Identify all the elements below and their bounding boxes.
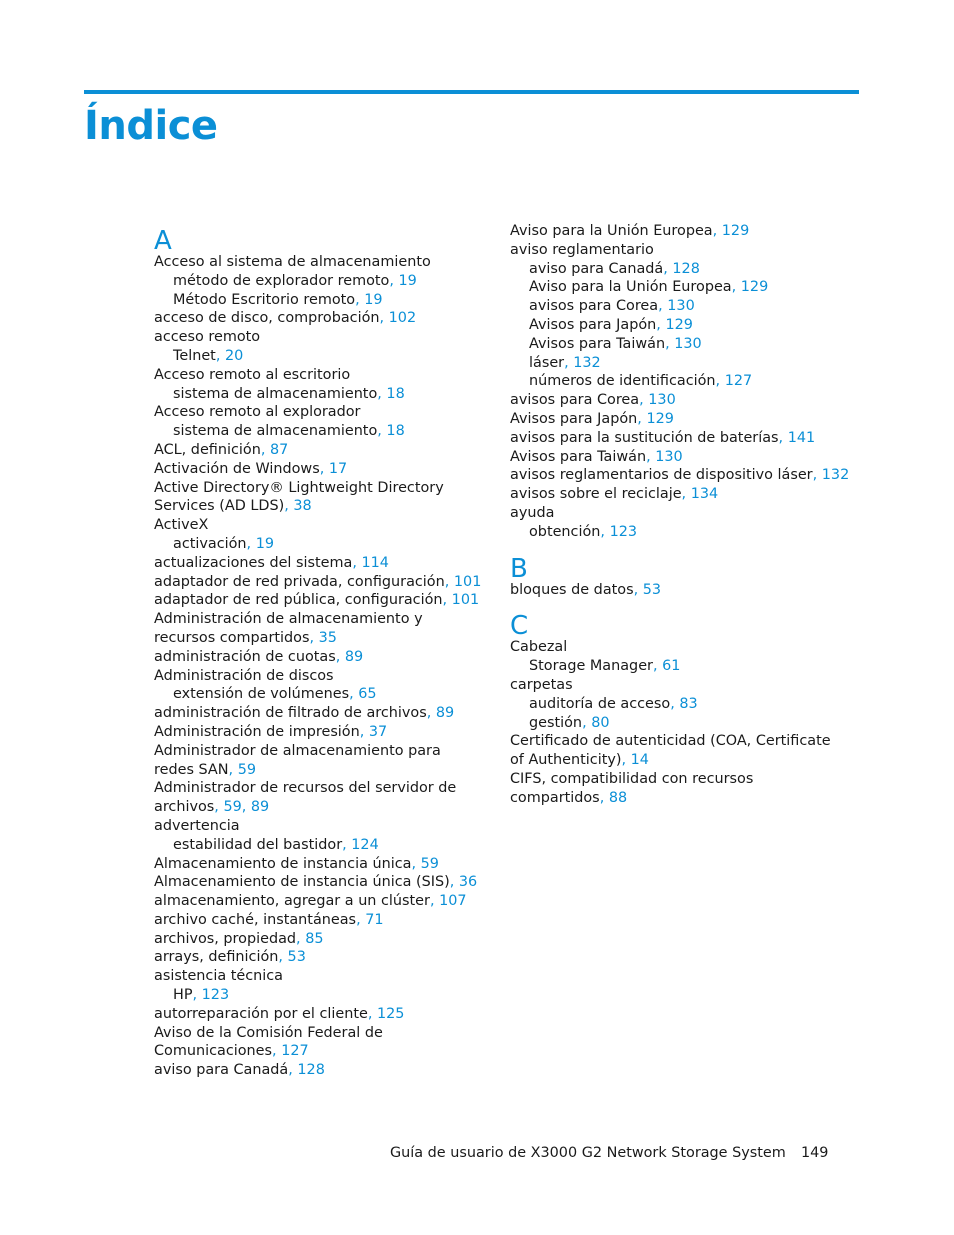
page-link[interactable]: 125 [377, 1005, 405, 1022]
index-term: Acceso remoto al escritorio [154, 366, 351, 383]
page-link[interactable]: 83 [679, 695, 698, 712]
index-entry [154, 366, 484, 385]
index-term: ACL, definición [154, 441, 261, 458]
page-link[interactable]: 129 [721, 223, 750, 239]
page-link[interactable]: 89 [250, 799, 270, 816]
index-entry: Aviso para la Unión Europea, 129 [510, 223, 750, 239]
index-subentry: Avisos para Taiwán, 130 [529, 335, 702, 352]
page-link[interactable]: 71 [365, 911, 384, 928]
index-subentry: Telnet, 20 [173, 347, 244, 364]
page-link[interactable]: 130 [648, 392, 676, 409]
page-link[interactable]: 130 [674, 335, 702, 352]
index-subentry: sistema de almacenamiento, 18 [173, 385, 405, 402]
index-subentry: obtención, 123 [529, 523, 638, 540]
index-term: gestión [529, 714, 583, 731]
page-link[interactable]: 38 [293, 498, 312, 515]
index-entry: Administrador de recursos del servidor de archivos, 59, 89 [154, 780, 457, 816]
index-term: adaptador de red pública, configuración [154, 592, 443, 609]
index-entry: acceso de disco, comprobación, 102 [154, 310, 417, 327]
index-term: Avisos para Taiwán [529, 335, 666, 352]
index-term: Active Directory® Lightweight Directory Services (AD LDS) [154, 479, 444, 515]
index-term: administración de cuotas [154, 648, 336, 665]
index-subentry: números de identificación, 127 [529, 373, 753, 390]
index-term: Avisos para Japón [529, 316, 657, 333]
footer-title: Guía de usuario de X3000 G2 Network Storage System [390, 1145, 786, 1161]
page-link[interactable]: 141 [787, 429, 816, 446]
page-link[interactable]: 130 [655, 448, 683, 465]
index-entry: CIFS, compatibilidad con recursos compartidos, 88 [510, 770, 754, 806]
index-entry: Avisos para Taiwán, 130 [510, 448, 683, 465]
index-term: ayuda [510, 504, 555, 521]
page-link[interactable]: 107 [439, 893, 467, 910]
index-entry: Activación de Windows, 17 [154, 460, 348, 477]
index-term: sistema de almacenamiento [173, 385, 378, 402]
index-term: Aviso para la Unión Europea [529, 279, 732, 296]
index-entry: avisos sobre el reciclaje, 134 [510, 486, 719, 503]
index-term: almacenamiento, agregar a un clúster [154, 893, 430, 910]
page-link[interactable]: 20 [224, 347, 244, 364]
page-link[interactable]: 134 [690, 486, 719, 503]
index-term: auditoría de acceso [529, 695, 671, 712]
index-term: carpetas [510, 676, 573, 693]
index-entry [510, 676, 840, 695]
index-entry: Administrador de almacenamiento para redes SAN, 59 [154, 742, 441, 778]
index-term: Almacenamiento de instancia única (SIS) [154, 874, 450, 891]
page-link[interactable]: 59 [223, 799, 242, 816]
page-link[interactable]: 124 [351, 836, 379, 853]
index-term: láser [529, 354, 565, 371]
index-entry: arrays, definición, 53 [154, 949, 306, 966]
index-entry [154, 403, 484, 422]
index-subentry: sistema de almacenamiento, 18 [173, 423, 405, 440]
index-letter-heading: B [510, 553, 528, 584]
page-link[interactable]: 101 [451, 592, 480, 609]
page-link[interactable]: 18 [386, 423, 405, 440]
index-entry: avisos para la sustitución de baterías, 141 [510, 429, 816, 446]
page-link[interactable]: 114 [361, 554, 389, 571]
index-entry [154, 328, 484, 347]
page-link[interactable]: 132 [821, 467, 850, 484]
page-link[interactable]: 123 [609, 523, 638, 540]
index-term: acceso remoto [154, 329, 261, 346]
index-term: aviso para Canadá [154, 1062, 289, 1079]
index-subentry: auditoría de acceso, 83 [529, 695, 698, 712]
index-entry: Active Directory® Lightweight Directory Services (AD LDS), 38 [154, 479, 444, 515]
index-entry: bloques de datos, 53 [510, 581, 662, 598]
index-term: HP [173, 987, 193, 1004]
index-subentry: activación, 19 [173, 535, 275, 552]
index-term: método de explorador remoto [173, 272, 390, 289]
index-subentry: extensión de volúmenes, 65 [173, 686, 377, 703]
index-term: autorreparación por el cliente [154, 1005, 368, 1022]
index-term: estabilidad del bastidor [173, 836, 343, 853]
index-term: advertencia [154, 817, 240, 834]
index-entry: aviso para Canadá, 128 [154, 1062, 325, 1079]
index-entry: Avisos para Japón, 129 [510, 410, 674, 427]
index-term: archivos, propiedad [154, 930, 297, 947]
index-term: Administrador de recursos del servidor de archivos [154, 780, 457, 816]
index-term: actualizaciones del sistema [154, 554, 353, 571]
index-letter-heading: A [154, 226, 172, 256]
index-term: Aviso de la Comisión Federal de Comunicaciones [154, 1024, 383, 1060]
page-link[interactable]: 61 [662, 658, 681, 675]
index-entry: adaptador de red privada, configuración, 101 [154, 573, 482, 590]
index-entry: Almacenamiento de instancia única, 59 [154, 855, 439, 872]
index-entry: archivos, propiedad, 85 [154, 930, 324, 947]
index-term: números de identificación [529, 373, 716, 390]
index-entry: Aviso de la Comisión Federal de Comunicaciones, 127 [154, 1024, 383, 1060]
page-link[interactable]: 37 [368, 723, 388, 740]
index-term: Activación de Windows [154, 460, 320, 477]
index-term: obtención [529, 523, 601, 540]
index-entry: Administración de impresión, 37 [154, 723, 388, 740]
index-term: administración de filtrado de archivos [154, 705, 427, 722]
index-term: aviso reglamentario [510, 241, 654, 258]
index-term: bloques de datos [510, 581, 634, 598]
index-column-left [154, 224, 484, 1090]
index-term: activación [173, 535, 247, 552]
index-term: Administrador de almacenamiento para redes SAN [154, 742, 441, 778]
index-entry: ACL, definición, 87 [154, 441, 289, 458]
index-term: Método Escritorio remoto [173, 291, 356, 308]
page-link[interactable]: 53 [642, 581, 662, 598]
page-link[interactable]: 102 [388, 310, 417, 327]
page-link[interactable]: 87 [269, 441, 289, 458]
page-number: 149 [801, 1145, 829, 1161]
page-link[interactable]: 80 [591, 714, 610, 731]
index-term: acceso de disco, comprobación [154, 310, 380, 327]
index-subentry: láser, 132 [529, 354, 601, 371]
index-term: Certificado de autenticidad (COA, Certificate of Authenticity) [510, 733, 831, 769]
index-group [154, 224, 484, 1080]
page-link[interactable]: 19 [255, 535, 275, 552]
index-entry: Almacenamiento de instancia única (SIS), 36 [154, 874, 478, 891]
index-entry [154, 967, 484, 986]
index-term: avisos para la sustitución de baterías [510, 429, 779, 446]
index-term: Almacenamiento de instancia única [154, 855, 412, 872]
index-term: Administración de impresión [154, 723, 360, 740]
index-term: arrays, definición [154, 949, 279, 966]
index-term: Avisos para Japón [510, 410, 638, 427]
page-link[interactable]: 53 [287, 949, 306, 966]
index-term: Storage Manager [529, 658, 653, 675]
page-link[interactable]: 88 [608, 789, 628, 806]
index-entry [154, 667, 484, 686]
page-link[interactable]: 19 [364, 291, 383, 308]
index-subentry: Aviso para la Unión Europea, 129 [529, 279, 769, 296]
index-entry: administración de cuotas, 89 [154, 648, 364, 665]
index-entry: autorreparación por el cliente, 125 [154, 1005, 405, 1022]
index-entry [154, 817, 484, 836]
index-subentry: Método Escritorio remoto, 19 [173, 291, 383, 308]
index-entry [510, 504, 840, 523]
index-entry: archivo caché, instantáneas, 71 [154, 911, 384, 928]
index-term: avisos para Corea [529, 298, 659, 315]
page-link[interactable]: 128 [297, 1062, 325, 1079]
title-rule [84, 90, 859, 94]
page-link[interactable]: 128 [672, 260, 700, 277]
page-link[interactable]: 129 [665, 316, 693, 333]
index-subentry: gestión, 80 [529, 714, 610, 731]
index-entry: actualizaciones del sistema, 114 [154, 554, 389, 571]
index-term: Acceso remoto al explorador [154, 404, 361, 421]
index-group [510, 609, 840, 807]
page-link[interactable]: 127 [281, 1043, 309, 1060]
index-term: avisos sobre el reciclaje [510, 486, 682, 503]
index-term: sistema de almacenamiento [173, 423, 378, 440]
index-term: adaptador de red privada, configuración [154, 573, 445, 590]
page-title: Índice [84, 103, 218, 149]
index-subentry: HP, 123 [173, 987, 230, 1004]
index-term: avisos reglamentarios de dispositivo láser [510, 467, 813, 484]
index-term: archivo caché, instantáneas [154, 911, 357, 928]
index-letter-heading: C [510, 611, 529, 642]
index-entry: avisos reglamentarios de dispositivo láser, 132 [510, 467, 850, 484]
index-entry: almacenamiento, agregar a un clúster, 107 [154, 893, 467, 910]
page-link[interactable]: 129 [740, 279, 769, 296]
index-term: Acceso al sistema de almacenamiento [154, 254, 431, 270]
index-term: avisos para Corea [510, 392, 640, 409]
index-subentry: Storage Manager, 61 [529, 658, 681, 675]
page-link[interactable]: 18 [386, 385, 405, 402]
index-subentry: método de explorador remoto, 19 [173, 272, 417, 289]
page-link[interactable]: 59 [420, 855, 439, 872]
page-link[interactable]: 130 [667, 298, 695, 315]
page-link[interactable]: 132 [573, 354, 601, 371]
index-term: Administración de almacenamiento y recursos compartidos [154, 611, 423, 646]
index-subentry: avisos para Corea, 130 [529, 298, 695, 315]
index-column-right [510, 222, 850, 818]
index-group [510, 222, 850, 542]
page-link[interactable]: 17 [328, 460, 348, 477]
index-term: Aviso para la Unión Europea [510, 223, 713, 239]
page-link[interactable]: 89 [344, 648, 364, 665]
index-term: Avisos para Taiwán [510, 448, 647, 465]
index-term: ActiveX [154, 517, 209, 534]
index-term: extensión de volúmenes [173, 686, 350, 703]
index-entry: adaptador de red pública, configuración, 101 [154, 592, 480, 609]
page-link[interactable]: 89 [435, 705, 455, 722]
page-link[interactable]: 129 [646, 410, 674, 427]
index-subentry: estabilidad del bastidor, 124 [173, 836, 379, 853]
page-link[interactable]: 35 [318, 629, 337, 646]
index-term: CIFS, compatibilidad con recursos compartidos [510, 770, 754, 806]
page-link[interactable]: 85 [305, 930, 324, 947]
index-term: Administración de discos [154, 667, 334, 684]
index-term: asistencia técnica [154, 968, 283, 985]
index-term: aviso para Canadá [529, 260, 664, 277]
page-link[interactable]: 127 [724, 373, 753, 390]
page-link[interactable]: 65 [358, 686, 377, 703]
index-subentry: Avisos para Japón, 129 [529, 316, 693, 333]
index-entry: administración de filtrado de archivos, 89 [154, 705, 455, 722]
page-link[interactable]: 14 [630, 752, 649, 769]
page-link[interactable]: 19 [398, 272, 417, 289]
index-entry [510, 638, 840, 657]
index-term: Cabezal [510, 639, 568, 656]
index-subentry: aviso para Canadá, 128 [529, 260, 700, 277]
page-link[interactable]: 101 [453, 573, 482, 590]
index-entry [154, 253, 484, 272]
index-entry: Administración de almacenamiento y recursos compartidos, 35 [154, 611, 423, 646]
index-entry [510, 241, 840, 260]
page-link[interactable]: 59 [237, 761, 256, 778]
page-link[interactable]: 36 [458, 874, 478, 891]
index-term: Telnet [173, 347, 216, 364]
index-group [510, 552, 840, 600]
index-entry [154, 516, 484, 535]
page-link[interactable]: 123 [201, 987, 230, 1004]
index-entry: avisos para Corea, 130 [510, 392, 676, 409]
index-entry: Certificado de autenticidad (COA, Certificate of Authenticity), 14 [510, 733, 831, 769]
